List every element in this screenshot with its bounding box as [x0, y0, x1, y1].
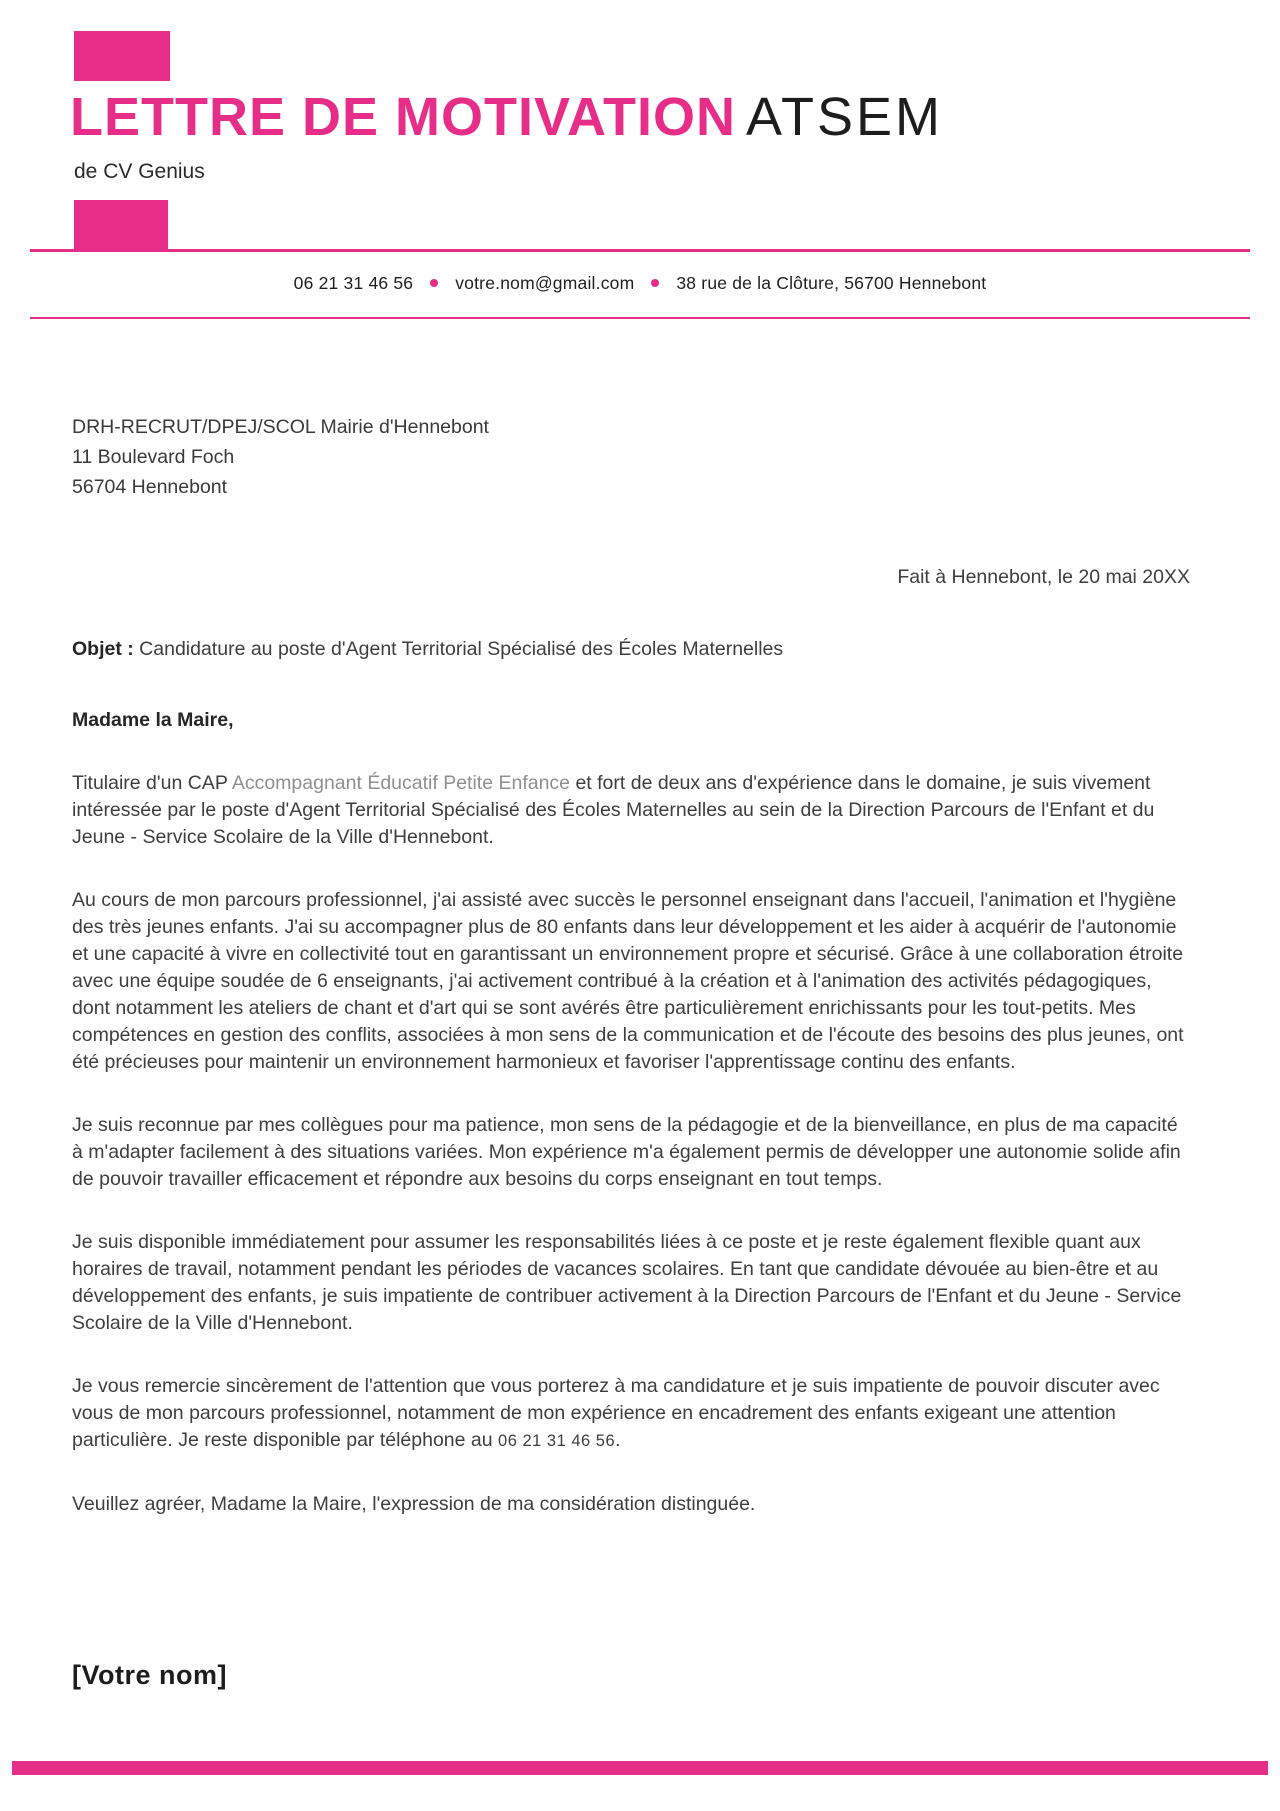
date-line: Fait à Hennebont, le 20 mai 20XX	[897, 566, 1190, 588]
subject-label: Objet :	[72, 638, 134, 660]
footer-accent-bar	[12, 1761, 1268, 1775]
page-title	[70, 87, 943, 147]
brand-subtitle: de CV Genius	[74, 160, 205, 183]
recipient-line-3: 56704 Hennebont	[72, 476, 228, 498]
letter-body	[72, 412, 1190, 1518]
paragraph-4: Je suis disponible immédiatement pour assumer les responsabilités liées à ce poste et je reste également flexible quant aux horaires de travail, notamment pendant les périodes de vacances scolaires. En tant que candidate dévouée au bien-être et au développement des enfants, je suis impatiente de contribuer activement à la Direction Parcours de l'Enfant et du Jeune - Service Scolaire de la Ville d'Hennebont.	[72, 1231, 1182, 1334]
recipient-block	[72, 412, 1190, 502]
contact-address: 38 rue de la Clôture, 56700 Hennebont	[676, 273, 987, 293]
subject-text: Candidature au poste d'Agent Territorial Spécialisé des Écoles Maternelles	[139, 638, 784, 660]
contact-phone: 06 21 31 46 56	[293, 273, 414, 293]
separator-dot-icon	[430, 279, 438, 287]
paragraph-5-phone: 06 21 31 46 56	[498, 1432, 616, 1450]
title-primary: LETTRE DE MOTIVATION	[70, 87, 736, 147]
subject-line	[72, 636, 1190, 663]
recipient-line-2: 11 Boulevard Foch	[72, 446, 235, 468]
recipient-line-1: DRH-RECRUT/DPEJ/SCOL Mairie d'Hennebont	[72, 416, 489, 438]
paragraph-3: Je suis reconnue par mes collègues pour ma patience, mon sens de la pédagogie et de la bienveillance, en plus de ma capacité à m'adapter facilement à des situations variées. Mon expérience m'a également permis de développer une autonomie solide afin de pouvoir travailler efficacement et répondre aux besoins du corps enseignant en tout temps.	[72, 1114, 1181, 1190]
contact-email: votre.nom@gmail.com	[455, 273, 635, 293]
paragraph-1-text-after: et fort de deux ans d'expérience dans le domaine, je suis vivement intéressée par le poste d'Agent Territorial Spécialisé des Écoles Maternelles au sein de la Direction Parcours de l'Enfant et du Jeune - Service Scolaire de la Ville d'Hennebont.	[72, 772, 1155, 848]
contact-bar	[0, 273, 1280, 294]
paragraph-5-text-after: .	[615, 1429, 621, 1451]
paragraph-6: Veuillez agréer, Madame la Maire, l'expression de ma considération distinguée.	[72, 1493, 756, 1515]
salutation: Madame la Maire,	[72, 709, 234, 731]
paragraph-1	[72, 770, 1190, 851]
paragraph-5	[72, 1373, 1190, 1455]
header-rule-bottom	[30, 317, 1250, 319]
header-rule-top	[30, 249, 1250, 252]
signature-placeholder: [Votre nom]	[72, 1660, 227, 1690]
paragraph-5-text: Je vous remercie sincèrement de l'attention que vous porterez à ma candidature et je suis impatiente de pouvoir discuter avec vous de mon parcours professionnel, notamment de mon expérience en encadrement des enfants exigeant une attention particulière. Je reste disponible par téléphone au	[72, 1375, 1160, 1451]
accent-square-bottom	[74, 200, 168, 251]
paragraph-1-highlight: Accompagnant Éducatif Petite Enfance	[231, 772, 571, 794]
title-secondary: ATSEM	[745, 87, 943, 147]
paragraph-1-text: Titulaire d'un CAP	[72, 772, 232, 794]
accent-square-top	[74, 31, 170, 81]
separator-dot-icon	[651, 279, 659, 287]
paragraph-2: Au cours de mon parcours professionnel, j'ai assisté avec succès le personnel enseignant dans l'accueil, l'animation et l'hygiène des très jeunes enfants. J'ai su accompagner plus de 80 enfants dans leur développement et les aider à acquérir de l'autonomie et une capacité à vivre en collectivité tout en garantissant un environnement propre et sécurisé. Grâce à une collaboration étroite avec une équipe soudée de 6 enseignants, j'ai activement contribué à la création et à l'animation des activités pédagogiques, dont notamment les ateliers de chant et d'art qui se sont avérés être particulièrement enrichissants pour les tout-petits. Mes compétences en gestion des conflits, associées à mon sens de la communication et de l'écoute des besoins des plus jeunes, ont été précieuses pour maintenir un environnement harmonieux et favoriser l'apprentissage continu des enfants.	[72, 889, 1184, 1073]
